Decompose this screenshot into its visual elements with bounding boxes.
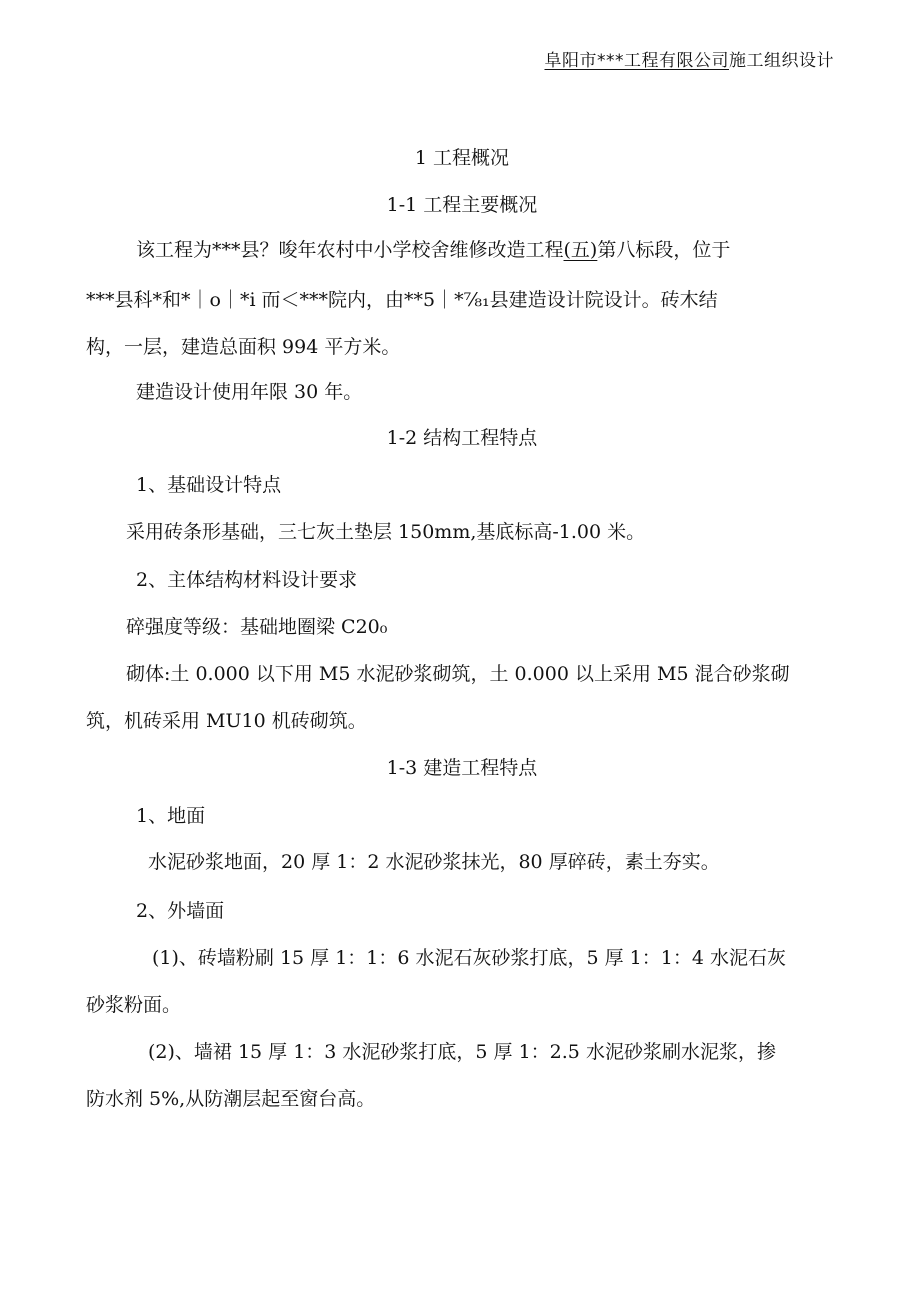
- section-title-1-3: 1-3 建造工程特点: [386, 757, 538, 779]
- item-structure-heading: 2、主体结构材料设计要求: [136, 569, 358, 591]
- paragraph-overview-line2: ***县科*和*｜o｜*i 而＜***院内，由**5｜*⅞₁县建造设计院设计。砖木结: [86, 289, 718, 311]
- item-exterior-wall-b-line2: 防水剂 5%,从防潮层起至窗台高。: [86, 1088, 376, 1110]
- item-exterior-wall-b-line1: (2)、墙裙 15 厚 1：3 水泥砂浆打底，5 厚 1：2.5 水泥砂浆刷水泥浆，掺: [148, 1041, 776, 1063]
- item-foundation-text: 采用砖条形基础，三七灰土垫层 150mm,基底标高-1.00 米。: [126, 521, 646, 543]
- section-title-1-1: 1-1 工程主要概况: [386, 194, 538, 216]
- overview-line1-underlined: (五): [563, 239, 598, 261]
- item-structure-masonry-line2: 筑，机砖采用 MU10 机砖砌筑。: [86, 710, 367, 732]
- item-foundation-heading: 1、基础设计特点: [136, 474, 282, 496]
- section-title-1-2: 1-2 结构工程特点: [386, 427, 538, 449]
- item-floor-text: 水泥砂浆地面，20 厚 1：2 水泥砂浆抹光，80 厚碎砖，素土夯实。: [148, 851, 720, 873]
- header-suffix: 施工组织设计: [729, 51, 834, 71]
- paragraph-overview-line3: 构，一层，建造总面积 994 平方米。: [86, 336, 401, 358]
- overview-line1-post: 第八标段，位于: [597, 239, 731, 261]
- item-floor-heading: 1、地面: [136, 805, 206, 827]
- item-exterior-wall-a-line1: (1)、砖墙粉刷 15 厚 1：1：6 水泥石灰砂浆打底，5 厚 1：1：4 水泥石灰: [152, 947, 786, 969]
- item-exterior-wall-heading: 2、外墙面: [136, 900, 225, 922]
- overview-line1-pre: 该工程为***县？唆年农村中小学校舍维修改造工程: [136, 239, 564, 261]
- paragraph-overview-line1: [136, 235, 730, 262]
- item-exterior-wall-a-line2: 砂浆粉面。: [86, 994, 182, 1016]
- chapter-title: 1 工程概况: [414, 147, 510, 169]
- paragraph-design-life: 建造设计使用年限 30 年。: [136, 381, 363, 403]
- item-structure-masonry-line1: 砌体:土 0.000 以下用 M5 水泥砂浆砌筑，土 0.000 以上采用 M5 混合砂浆砌: [126, 663, 790, 685]
- header-company: 阜阳市***工程有限公司: [544, 51, 729, 71]
- item-structure-concrete: 碎强度等级：基础地圈梁 C20₀: [126, 616, 388, 638]
- page-header: [545, 46, 835, 71]
